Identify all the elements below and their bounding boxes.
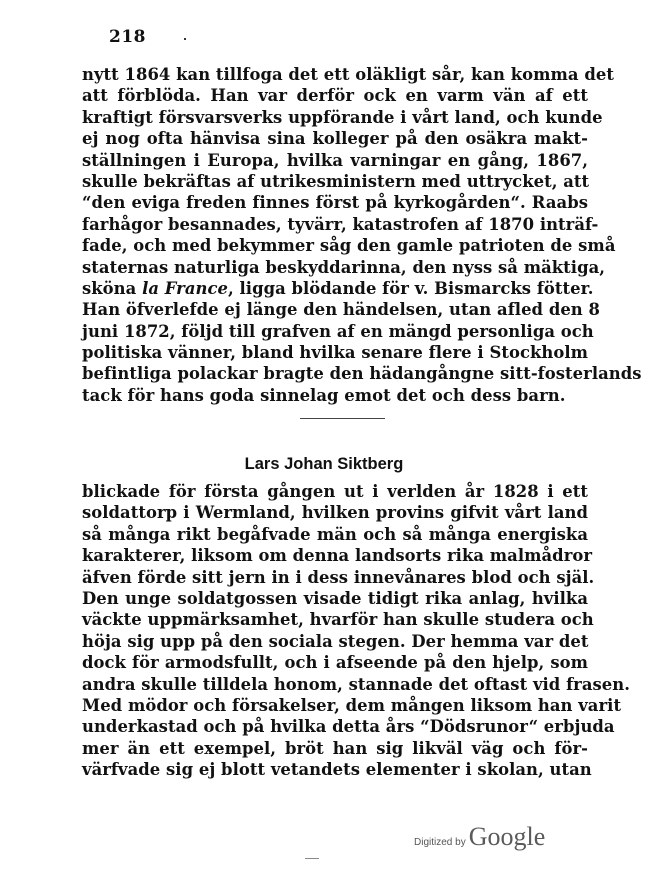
text-line: höja sig upp på den sociala stegen. Der hemma var det — [82, 631, 589, 651]
text-line: blickade för första gången ut i verlden år 1828 i ett — [82, 482, 588, 501]
text-line: soldattorp i Wermland, hvilken provins gifvit vårt land — [82, 503, 588, 523]
text-line: karakterer, liksom om denna landsorts rika malmådror — [82, 546, 593, 566]
text-line: politiska vänner, bland hvilka senare flere i Stockholm — [82, 343, 589, 363]
paragraph-2 — [82, 481, 631, 780]
text-line: staternas naturliga beskyddarinna, den nyss så mäktiga, — [82, 257, 606, 277]
digitized-by-label: Digitized by — [414, 837, 466, 848]
text-line: juni 1872, följd till grafven af en mängd personliga och — [82, 321, 594, 341]
text-line: underkastad och på hvilka detta års “Dödsrunor“ erbjuda — [82, 717, 615, 737]
text-line: så många rikt begåfvade män och så många energiska — [82, 524, 588, 544]
section-heading: Lars Johan Siktberg — [244, 455, 404, 473]
text-line: skulle bekräftas af utrikesministern med uttrycket, att — [82, 171, 590, 191]
italic-phrase: la France — [142, 278, 228, 298]
text-line: Han öfverlefde ej länge den händelsen, utan afled den 8 — [82, 300, 600, 320]
text-line: nytt 1864 kan tillfoga det ett oläkligt sår, kan komma det — [82, 65, 614, 84]
paragraph-1 — [82, 64, 642, 406]
text-line: att förblöda. Han var derför ock en varm vän af ett — [82, 86, 588, 106]
text-line: fade, och med bekymmer såg den gamle patrioten de små — [82, 236, 616, 256]
page-number: 218 — [109, 27, 146, 47]
text-line: sköna la France, ligga blödande för v. Bismarcks fötter. — [82, 278, 594, 298]
section-divider — [300, 418, 385, 419]
text-line: äfven förde sitt jern in i dess innevånares blod och själ. — [82, 567, 595, 587]
text-line: ställningen i Europa, hvilka varningar en gång, 1867, — [82, 150, 588, 170]
text-line: värfvade sig ej blott vetandets elementer i skolan, utan — [82, 760, 592, 780]
text-line: väckte uppmärksamhet, hvarför han skulle studera och — [82, 610, 594, 630]
text-line: “den eviga freden finnes först på kyrkogården“. Raabs — [82, 193, 588, 213]
text-line: Med mödor och försakelser, dem mången liksom han varit — [82, 695, 622, 715]
text-line: Den unge soldatgossen visade tidigt rika anlag, hvilka — [82, 588, 588, 608]
text-line: farhågor besannades, tyvärr, katastrofen af 1870 inträf- — [82, 214, 599, 234]
google-logo: Google — [468, 822, 546, 851]
text-line: mer än ett exempel, bröt han sig likväl väg och för- — [82, 738, 588, 758]
text-line: ej nog ofta hänvisa sina kolleger på den osäkra makt- — [82, 129, 588, 149]
digitized-by-watermark — [414, 822, 545, 852]
text-line: dock för armodsfullt, och i afseende på den hjelp, som — [82, 653, 588, 673]
speck-mark — [184, 38, 186, 40]
text-line: tack för hans goda sinnelag emot det och dess barn. — [82, 385, 566, 405]
text-line: andra skulle tilldela honom, stannade det oftast vid frasen. — [82, 674, 631, 694]
text-line: kraftigt försvarsverks uppförande i vårt land, och kunde — [82, 107, 603, 127]
text-line: befintliga polackar bragte den hädangångne sitt-fosterlands — [82, 364, 642, 384]
bottom-mark — [305, 858, 319, 859]
